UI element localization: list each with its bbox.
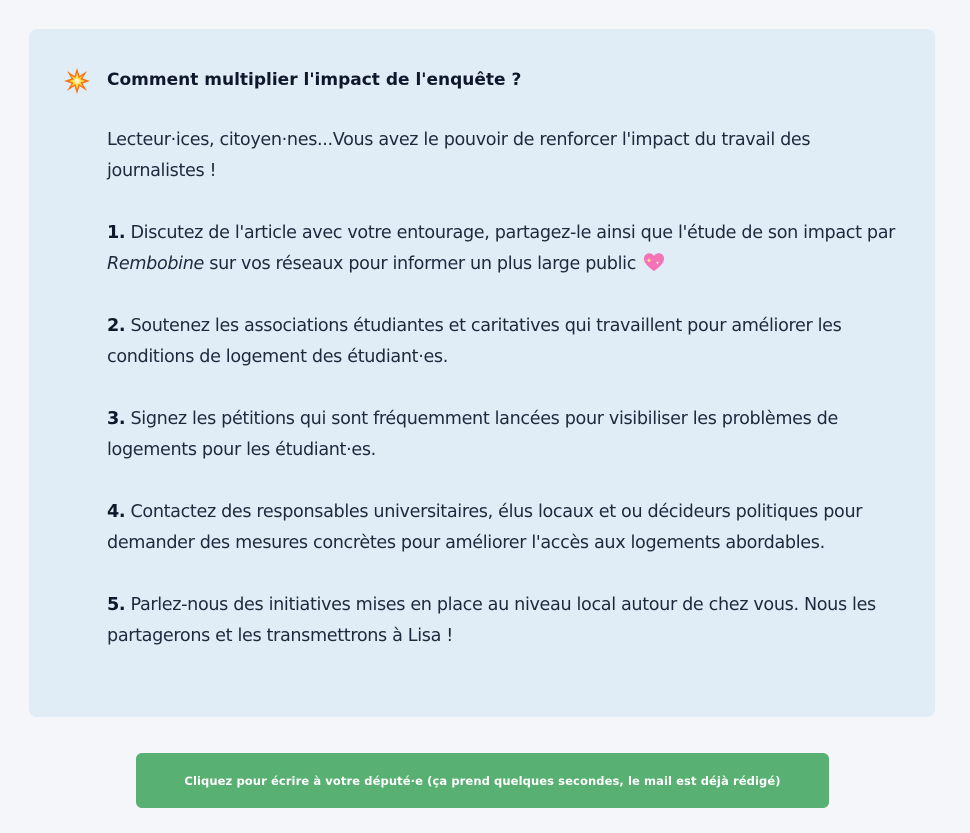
item-number: 5. bbox=[107, 595, 126, 615]
item-text: Contactez des responsables universitaires, élus locaux et ou décideurs politiques pour demander des mesures concrètes pour améliorer l'accès aux logements abordables. bbox=[107, 502, 863, 553]
list-item bbox=[107, 590, 912, 652]
card-body bbox=[107, 125, 912, 652]
item-text: Parlez-nous des initiatives mises en place au niveau local autour de chez vous. Nous les partagerons et les transmettrons à Lisa ! bbox=[107, 595, 876, 646]
item-number: 4. bbox=[107, 502, 126, 522]
impact-card bbox=[29, 29, 935, 717]
item-number: 3. bbox=[107, 409, 126, 429]
item-number: 1. bbox=[107, 223, 126, 243]
item-text: Discutez de l'article avec votre entourage, partagez-le ainsi que l'étude de son impact par bbox=[125, 223, 896, 243]
card-title: Comment multiplier l'impact de l'enquête ? bbox=[107, 70, 522, 90]
item-number: 2. bbox=[107, 316, 126, 336]
collision-icon bbox=[63, 67, 91, 95]
list-item bbox=[107, 311, 912, 373]
item-text: sur vos réseaux pour informer un plus large public bbox=[204, 254, 637, 274]
write-deputy-button[interactable]: Cliquez pour écrire à votre député·e (ça prend quelques secondes, le mail est déjà rédigé) bbox=[136, 753, 829, 808]
list-item bbox=[107, 497, 912, 559]
item-text: Signez les pétitions qui sont fréquemment lancées pour visibiliser les problèmes de logements pour les étudiant·es. bbox=[107, 409, 838, 460]
sparkling-heart-icon bbox=[643, 252, 665, 272]
list-item bbox=[107, 218, 912, 280]
list-item bbox=[107, 404, 912, 466]
item-emphasis: Rembobine bbox=[107, 254, 205, 274]
item-text: Soutenez les associations étudiantes et caritatives qui travaillent pour améliorer les conditions de logement des étudiant·es. bbox=[107, 316, 842, 367]
intro-paragraph: Lecteur·ices, citoyen·nes...Vous avez le pouvoir de renforcer l'impact du travail des journalistes ! bbox=[107, 130, 811, 181]
